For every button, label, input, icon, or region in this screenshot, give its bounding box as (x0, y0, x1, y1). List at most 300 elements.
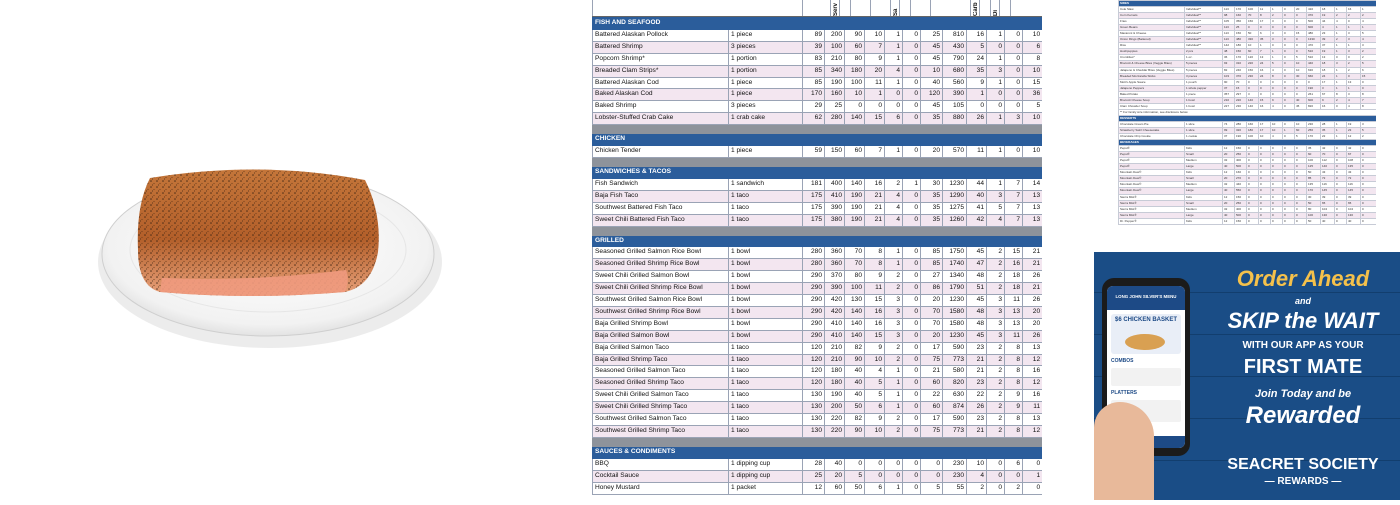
nutrient-value: 1 (885, 402, 903, 414)
nutrient-value: 35 (1321, 127, 1335, 133)
nutrient-value: 0 (1335, 176, 1347, 182)
nutrient-value: 7 (1361, 97, 1377, 103)
nutrient-value: 11 (1005, 295, 1023, 307)
nutrient-value: 0 (1283, 194, 1295, 200)
serving-size: 1 bowl (729, 306, 803, 318)
serving-size: 1 taco (729, 426, 803, 438)
nutrient-value: 50 (1307, 218, 1321, 224)
nutrient-value: 28 (1321, 121, 1335, 127)
nutrient-value: 11 (865, 283, 885, 295)
item-name: Baked Potato (1119, 91, 1185, 97)
nutrient-value: 13 (1023, 190, 1043, 202)
nutrient-value: 256 (1307, 127, 1321, 133)
nutrient-value: 5 (1023, 101, 1043, 113)
nutrient-value: 1 (967, 89, 987, 101)
nutrient-value: 0 (1361, 85, 1377, 91)
grilled-salmon-image (0, 0, 590, 500)
nutrient-value: 410 (825, 190, 845, 202)
nutrient-value: 10 (845, 89, 865, 101)
nutrient-value: 25 (803, 470, 825, 482)
nutrient-value: 1 (885, 53, 903, 65)
nutrient-value: 99 (1223, 127, 1235, 133)
nutrient-value: 190 (845, 190, 865, 202)
nutrient-value: 4 (1335, 19, 1347, 25)
item-name: Crumblies* (1119, 55, 1185, 61)
nutrient-value: 0 (903, 202, 921, 214)
nutrient-value: 4 (1271, 103, 1283, 109)
nutrient-value: 50 (1247, 31, 1259, 37)
nutrient-value: 10 (1271, 127, 1283, 133)
nutrient-value: 1 (987, 29, 1005, 41)
nutrient-value: 0 (1283, 37, 1295, 43)
nutrient-value: 0 (987, 89, 1005, 101)
nutrient-value: 210 (825, 354, 845, 366)
nutrient-value: 0 (1283, 121, 1295, 127)
nutrient-value: 0 (1361, 194, 1377, 200)
nutrient-value: 72 (1321, 176, 1335, 182)
item-name: Mountain Dew® (1119, 176, 1185, 182)
nutrient-value: 3 (1005, 113, 1023, 125)
nutrient-value: 45 (1295, 103, 1307, 109)
nutrient-value: 120 (921, 89, 943, 101)
nutrient-value: 16 (865, 306, 885, 318)
nutrient-value: 20 (1223, 176, 1235, 182)
table-row (593, 29, 1043, 41)
nutrient-value: 0 (1361, 218, 1377, 224)
nutrient-value: 0 (1247, 152, 1259, 158)
nutrient-value: 51 (967, 283, 987, 295)
nutrient-value: 280 (803, 247, 825, 259)
section-header (593, 446, 1043, 458)
nutrient-value: 60 (845, 41, 865, 53)
section-divider (593, 125, 1043, 134)
serving-size: 5 pieces (1185, 67, 1223, 73)
item-name: Sierra Mist® (1119, 194, 1185, 200)
nutrient-value: 36 (1223, 55, 1235, 61)
nutrient-value: 2 (1005, 482, 1023, 494)
nutrient-value: 30 (1307, 194, 1321, 200)
item-name: Honey Mustard (593, 482, 729, 494)
nutrient-value: 0 (1259, 170, 1271, 176)
nutrient-value: 15 (1361, 73, 1377, 79)
nutrient-value: 104 (1347, 206, 1361, 212)
nutrient-value: 5 (865, 390, 885, 402)
nutrient-value: 8 (1005, 426, 1023, 438)
serving-size: Individual** (1185, 37, 1223, 43)
nutrient-value: 4 (1361, 37, 1377, 43)
nutrient-value: 55 (943, 482, 967, 494)
nutrient-value: 44 (967, 178, 987, 190)
serving-size: 1 bowl (1185, 103, 1223, 109)
item-name: Chocolate Cream Pie (1119, 121, 1185, 127)
nutrient-value: 116 (1321, 182, 1335, 188)
header-label: Sa (890, 0, 891, 16)
nutrient-value: 20 (1023, 306, 1043, 318)
nutrient-value: 0 (903, 113, 921, 125)
nutrient-value: 0 (1335, 182, 1347, 188)
section-header (593, 18, 1043, 30)
nutrient-value: 35 (921, 190, 943, 202)
nutrient-value: 1 (885, 482, 903, 494)
nutrient-value: 50 (1307, 170, 1321, 176)
nutrient-value: 0 (987, 41, 1005, 53)
nutrient-value: 45 (921, 53, 943, 65)
nutrient-value: 5 (845, 470, 865, 482)
nutrient-value: 430 (943, 41, 967, 53)
nutrient-value: 10 (921, 65, 943, 77)
nutrient-value: 6 (865, 482, 885, 494)
nutrient-value: 35 (1259, 37, 1271, 43)
nutrient-value: 0 (1283, 134, 1295, 140)
nutrient-value: 1 (885, 146, 903, 158)
nutrient-value: 0 (1247, 79, 1259, 85)
serving-size: Individual** (1185, 7, 1223, 13)
nutrient-value: 40 (1223, 164, 1235, 170)
nutrient-value: 181 (803, 178, 825, 190)
nutrient-value: 230 (943, 458, 967, 470)
nutrient-value: 0 (903, 259, 921, 271)
nutrient-value: 60 (1295, 127, 1307, 133)
serving-size: Large (1185, 188, 1223, 194)
nutrient-value: 11 (1259, 7, 1271, 13)
nutrient-value: 104 (1321, 206, 1335, 212)
nutrient-value: 230 (1307, 121, 1321, 127)
nutrient-value: 3 (987, 330, 1005, 342)
table-row (593, 247, 1043, 259)
serving-size: 1 piece (729, 29, 803, 41)
nutrient-value: 1 (885, 29, 903, 41)
nutrient-value: 0 (1295, 182, 1307, 188)
nutrient-value: 0 (1347, 73, 1361, 79)
nutrient-value: 0 (1361, 170, 1377, 176)
nutrient-value: 16 (865, 318, 885, 330)
nutrient-value: 50 (845, 482, 865, 494)
nutrient-value: 140 (1247, 103, 1259, 109)
serving-size: 1 crab cake (729, 113, 803, 125)
nutrient-value: 22 (1321, 134, 1335, 140)
nutrient-value: 470 (1307, 43, 1321, 49)
nutrient-value: 130 (1347, 212, 1361, 218)
nutrient-value: 0 (1283, 79, 1295, 85)
app-promo-banner[interactable] (1094, 252, 1400, 500)
nutrient-value: 0 (1335, 200, 1347, 206)
nutrient-value: 12 (1223, 218, 1235, 224)
item-name: Breaded Clam Strips* (593, 65, 729, 77)
nutrient-value: 2 (967, 482, 987, 494)
nutrient-value: 0 (1247, 25, 1259, 31)
nutrient-value: 30 (921, 178, 943, 190)
nutrient-value: 10 (967, 458, 987, 470)
nutrient-value: 1 (1335, 73, 1347, 79)
nutrient-value: 2 (987, 342, 1005, 354)
nutrient-value: 0 (903, 330, 921, 342)
basket-icon (1125, 334, 1165, 350)
nutrient-value: 410 (825, 330, 845, 342)
nutrient-value: 6 (1361, 67, 1377, 73)
serving-size: Small (1185, 200, 1223, 206)
nutrient-value: 40 (845, 366, 865, 378)
nutrient-value: 6 (1259, 31, 1271, 37)
table-row (593, 146, 1043, 158)
nutrient-value: 15 (1005, 247, 1023, 259)
serving-size: 1 bowl (729, 295, 803, 307)
nutrient-value: 9 (865, 271, 885, 283)
nutrient-value: 0 (1023, 482, 1043, 494)
nutrient-value: 43 (1321, 170, 1335, 176)
nutrient-value: 15 (1259, 97, 1271, 103)
table-row (1119, 127, 1377, 133)
nutrient-value: 0 (903, 342, 921, 354)
nutrient-value: 5 (921, 482, 943, 494)
nutrient-value: 160 (1235, 170, 1247, 176)
nutrient-value: 1 (1271, 7, 1283, 13)
nutrient-value: 0 (1259, 91, 1271, 97)
serving-size: 1 bowl (729, 271, 803, 283)
section-header (593, 235, 1043, 247)
table-row (593, 89, 1043, 101)
nutrient-value: 6 (1023, 41, 1043, 53)
nutrient-value: 98 (1223, 13, 1235, 19)
nutrient-value: 37 (1223, 134, 1235, 140)
nutrient-value: 180 (825, 378, 845, 390)
nutrient-value: 8 (1023, 53, 1043, 65)
nutrient-value: 0 (1335, 103, 1347, 109)
nutrient-value: 32 (1223, 206, 1235, 212)
nutrient-value: 16 (1321, 103, 1335, 109)
nutrient-value: 0 (1247, 158, 1259, 164)
serving-size: 1 taco (729, 342, 803, 354)
nutrient-value: 32 (1223, 158, 1235, 164)
serving-size: 1 cookie (1185, 134, 1223, 140)
nutrient-value: 1 (1347, 25, 1361, 31)
nutrient-value: 0 (1335, 55, 1347, 61)
nutrient-value: 0 (1271, 176, 1283, 182)
nutrient-value: 3 (885, 330, 903, 342)
nutrient-value: 67 (1347, 152, 1361, 158)
nutrient-value: 150 (1235, 218, 1247, 224)
item-name: Green Beans (1119, 25, 1185, 31)
item-name: Pepsi® (1119, 152, 1185, 158)
nutrient-value: 0 (987, 470, 1005, 482)
nutrient-value: 0 (903, 77, 921, 89)
nutrient-value: 600 (1307, 25, 1321, 31)
nutrient-value: 290 (803, 330, 825, 342)
nutrient-value: 60 (1307, 152, 1321, 158)
nutrient-value: 10 (1247, 43, 1259, 49)
nutrient-value: 18 (1005, 271, 1023, 283)
nutrient-value: 0 (1283, 61, 1295, 67)
nutrient-value: 145 (1347, 188, 1361, 194)
nutrient-value: 0 (1361, 152, 1377, 158)
nutrient-value: 170 (1307, 188, 1321, 194)
nutrient-value: 0 (1295, 164, 1307, 170)
nutrient-value: 13 (1347, 79, 1361, 85)
nutrient-value: 120 (803, 378, 825, 390)
nutrient-value: 1740 (943, 259, 967, 271)
table-row (593, 65, 1043, 77)
section-title: SANDWICHES & TACOS (593, 166, 1043, 178)
nutrient-value: 70 (845, 247, 865, 259)
nutrient-value: 0 (903, 101, 921, 113)
nutrient-value: 11 (967, 146, 987, 158)
serving-size: Individual** (1185, 19, 1223, 25)
nutrient-value: 65 (1321, 200, 1335, 206)
nutrient-value: 140 (845, 113, 865, 125)
nutrient-value: 8 (1005, 342, 1023, 354)
serving-size: 5 pieces (1185, 61, 1223, 67)
nutrient-value: 370 (825, 271, 845, 283)
nutrient-value: 10 (1295, 67, 1307, 73)
nutrient-value: 7 (1005, 214, 1023, 226)
serving-size: 1 whole pepper (1185, 85, 1223, 91)
nutrient-value: 10 (865, 426, 885, 438)
section-title: BEVERAGES (1119, 140, 1377, 146)
table-row (593, 271, 1043, 283)
item-name: Southwest Grilled Shrimp Taco (593, 426, 729, 438)
nutrient-value: 0 (885, 101, 903, 113)
nutrient-value: 5 (1295, 134, 1307, 140)
nutrient-value: 140 (845, 306, 865, 318)
item-name: Chocolate Chip Cookie (1119, 134, 1185, 140)
nutrient-value: 1 (885, 41, 903, 53)
nutrient-value: 20 (1295, 7, 1307, 13)
serving-size: 1 bowl (729, 330, 803, 342)
nutrient-value: 0 (1271, 152, 1283, 158)
nutrient-value: 48 (967, 318, 987, 330)
nutrient-value: 75 (921, 354, 943, 366)
item-name: Rice (1119, 43, 1185, 49)
nutrient-value: 0 (903, 470, 921, 482)
nutrient-value: 1 (987, 77, 1005, 89)
nutrient-value: 0 (865, 458, 885, 470)
item-name: Seasoned Grilled Shrimp Rice Bowl (593, 259, 729, 271)
nutrient-value: 560 (943, 77, 967, 89)
table-row (593, 458, 1043, 470)
table-row (593, 378, 1043, 390)
nutrient-value: 2 (1335, 97, 1347, 103)
nutrient-value: 580 (943, 366, 967, 378)
nutrient-value: 2 (987, 283, 1005, 295)
nutrient-value: 18 (1321, 67, 1335, 73)
nutrient-value: 21 (1023, 283, 1043, 295)
serving-size: 1 bowl (729, 259, 803, 271)
nutrient-value: 32 (1223, 182, 1235, 188)
nutrient-value: 0 (1335, 188, 1347, 194)
nutrient-value: 0 (1295, 194, 1307, 200)
nutrient-value: 2 (987, 390, 1005, 402)
nutrient-value: 45 (967, 247, 987, 259)
nutrient-value: 0 (1259, 194, 1271, 200)
nutrient-value: 0 (903, 41, 921, 53)
nutrient-value: 140 (845, 178, 865, 190)
nutrient-value: 1 (1023, 470, 1043, 482)
nutrient-value: 0 (903, 283, 921, 295)
nutrient-value: 310 (1235, 61, 1247, 67)
nutrient-value: 2 (885, 342, 903, 354)
nutrient-value: 130 (803, 402, 825, 414)
nutrient-value: 2 (987, 247, 1005, 259)
nutrient-value: 0 (1361, 182, 1377, 188)
nutrient-value: 1 (1335, 134, 1347, 140)
nutrient-value: 0 (1283, 19, 1295, 25)
nutrient-value: 50 (845, 402, 865, 414)
table-row (593, 53, 1043, 65)
nutrient-value: 290 (803, 271, 825, 283)
serving-size: 1 dipping cup (729, 470, 803, 482)
nutrient-value: 12 (1023, 426, 1043, 438)
nutrient-value: 3 (1271, 37, 1283, 43)
table-row (593, 190, 1043, 202)
serving-size: Medium (1185, 206, 1223, 212)
nutrient-value: 0 (1259, 212, 1271, 218)
nutrient-value: 90 (845, 29, 865, 41)
nutrient-value: 140 (1247, 97, 1259, 103)
nutrient-value: 7 (1005, 202, 1023, 214)
nutrient-value: 250 (1235, 200, 1247, 206)
nutrient-value: 70 (845, 259, 865, 271)
nutrient-value: 175 (803, 202, 825, 214)
nutrient-value: 0 (1283, 212, 1295, 218)
nutrient-value: 0 (1361, 188, 1377, 194)
nutrient-value: 0 (1259, 146, 1271, 152)
nutrient-value: 160 (1247, 121, 1259, 127)
nutrient-value: 23 (1347, 127, 1361, 133)
hand-shape (1094, 402, 1154, 500)
table-row (593, 402, 1043, 414)
nutrient-value: 1580 (943, 318, 967, 330)
serving-size: 1 slice (1185, 121, 1223, 127)
nutrient-value: 48 (967, 306, 987, 318)
nutrient-value: 0 (1361, 164, 1377, 170)
nutrient-value: 0 (1295, 79, 1307, 85)
table-header (592, 0, 1042, 17)
nutrient-value: 12 (1023, 378, 1043, 390)
item-name: Baked Alaskan Cod (593, 89, 729, 101)
section-divider (593, 157, 1043, 166)
serving-size: 1 portion (729, 65, 803, 77)
nutrient-value: 357 (1223, 91, 1235, 97)
nutrient-value: 1 (1271, 49, 1283, 55)
nutrient-value: 0 (1271, 146, 1283, 152)
section-header (593, 166, 1043, 178)
nutrient-value: 10 (1295, 121, 1307, 127)
nutrient-value: 0 (1283, 13, 1295, 19)
nutrient-value: 21 (1023, 247, 1043, 259)
nutrient-value: 35 (1307, 146, 1321, 152)
nutrient-value: 390 (825, 283, 845, 295)
nutrient-value: 2 (1271, 13, 1283, 19)
nutrient-value: 150 (1247, 19, 1259, 25)
nutrient-value: 230 (1235, 103, 1247, 109)
item-name: Baja Grilled Salmon Bowl (593, 330, 729, 342)
item-name: Fish Sandwich (593, 178, 729, 190)
item-name: Sierra Mist® (1119, 206, 1185, 212)
section-divider (593, 226, 1043, 235)
nutrient-value: 510 (1307, 55, 1321, 61)
nutrient-value: 420 (825, 295, 845, 307)
nutrient-value: 2 (987, 259, 1005, 271)
header-label: Carb (970, 0, 971, 16)
nutrient-value: 13 (1023, 414, 1043, 426)
nutrient-value: 1 (1335, 121, 1347, 127)
nutrient-value: 0 (1335, 152, 1347, 158)
nutrient-value: 3 (1271, 19, 1283, 25)
nutrient-value: 2 (1347, 13, 1361, 19)
nutrient-value: 4 (885, 202, 903, 214)
nutrient-value: 550 (1235, 188, 1247, 194)
nutrient-value: 16 (1023, 366, 1043, 378)
nutrient-value: 210 (825, 53, 845, 65)
